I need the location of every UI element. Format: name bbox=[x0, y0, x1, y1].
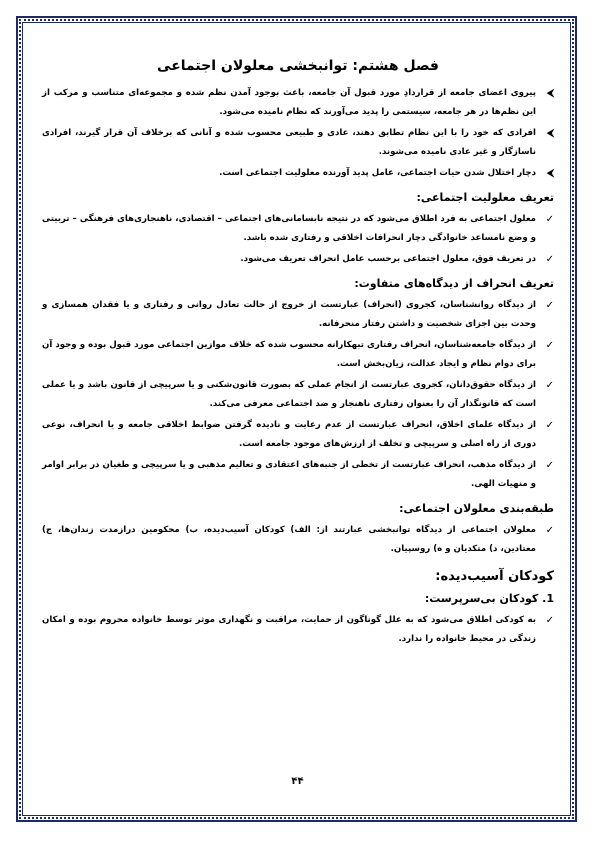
list-item bbox=[42, 611, 554, 649]
list-item bbox=[42, 521, 554, 559]
list-item-text: پیروی اعضای جامعه از قراردادِ مورد قبول آن جامعه، باعث بوجود آمدن نظم شده و مجموعه‌ای متناسب و مرکب از این نظم‌ها در هر جامعه، سیستمی را پدید می‌آورند که نظام نامیده می‌شود. bbox=[42, 88, 536, 117]
list-item bbox=[42, 164, 554, 183]
list-item bbox=[42, 456, 554, 494]
chapter-title: فصل هشتم: توانبخشی معلولان اجتماعی bbox=[157, 58, 439, 74]
list-item bbox=[42, 376, 554, 414]
list-item-text: از دیدگاه روانشناسان، کجروی (انحراف) عبارتست از خروج از حالت تعادل روانی و رفتاری و یا فقدان همسازی و وحدت بین اجزای شخصیت و داشتن رفتار منحرفانه. bbox=[42, 300, 536, 329]
list-item bbox=[42, 296, 554, 334]
list-item-text: از دیدگاه حقوق‌دانان، کجروی عبارتست از انجام عملی که بصورت قانون‌شکنی و یا سرپیچی از قانون باشد و یا عملی است که قانونگذار آن را بعنوان رفتاری ناهنجار و ضد اجتماعی معرفی می‌کند. bbox=[42, 380, 536, 409]
arrow-bullet-icon: ⮜ bbox=[546, 128, 554, 139]
list-item bbox=[42, 336, 554, 374]
list-item bbox=[42, 250, 554, 269]
check-bullet-icon: ✓ bbox=[545, 340, 554, 351]
check-bullet-icon: ✓ bbox=[545, 214, 554, 225]
section-heading: کودکان آسیب‌دیده: bbox=[435, 569, 554, 584]
list-item-text: معلول اجتماعی به فرد اطلاق می‌شود که در نتیجه نابسامانی‌های اجتماعی – اقتصادی، ناهنجاری‌های فرهنگی – تربیتی و وضع نامساعد خانوادگی دچار انحرافات اخلاقی و رفتاری شده باشد. bbox=[42, 214, 536, 243]
section4-list bbox=[42, 611, 554, 649]
list-item-text: دچار اختلال شدن حیات اجتماعی، عامل پدید آورنده معلولیت اجتماعی است. bbox=[219, 168, 536, 178]
intro-list bbox=[42, 84, 554, 183]
section1-list bbox=[42, 210, 554, 269]
check-bullet-icon: ✓ bbox=[545, 300, 554, 311]
list-item-text: افرادی که خود را با این نظام تطابق دهند، عادی و طبیعی محسوب شده و آنانی که برخلاف آن قرار گیرند، افرادی ناسازگار و غیر عادی نامیده می‌شوند. bbox=[42, 128, 536, 157]
list-item-text: از دیدگاه مذهب، انحراف عبارتست از تخطی از جنبه‌های اعتقادی و تعالیم مذهبی و یا سرپیچی و طغیان در برابر اوامر و منهیات الهی. bbox=[42, 460, 536, 489]
subsection-heading: 1. کودکان بی‌سرپرست: bbox=[424, 592, 554, 605]
arrow-bullet-icon: ⮜ bbox=[546, 168, 554, 179]
list-item bbox=[42, 124, 554, 162]
check-bullet-icon: ✓ bbox=[545, 380, 554, 391]
page-content bbox=[42, 58, 554, 651]
page-number: ۴۴ bbox=[291, 776, 304, 787]
section-heading: تعریف معلولیت اجتماعی: bbox=[416, 191, 554, 204]
check-bullet-icon: ✓ bbox=[545, 254, 554, 265]
check-bullet-icon: ✓ bbox=[545, 420, 554, 431]
list-item bbox=[42, 84, 554, 122]
list-item bbox=[42, 416, 554, 454]
section-heading: تعریف انحراف از دیدگاه‌های متفاوت: bbox=[354, 277, 554, 290]
list-item-text: در تعریف فوق، معلول اجتماعی برحسب عامل انحراف تعریف می‌شود. bbox=[240, 254, 536, 264]
list-item bbox=[42, 210, 554, 248]
arrow-bullet-icon: ⮜ bbox=[546, 88, 554, 99]
section-heading: طبقه‌بندی معلولان اجتماعی: bbox=[399, 502, 554, 515]
list-item-text: از دیدگاه جامعه‌شناسان، انحراف رفتاری تبهکارانه محسوب شده که خلاف موازین اجتماعی مورد قبول بوده و وجود آن برای دوام نظام و ایجاد عدالت، زیان‌بخش است. bbox=[42, 340, 536, 369]
check-bullet-icon: ✓ bbox=[545, 525, 554, 536]
section3-list bbox=[42, 521, 554, 559]
list-item-text: از دیدگاه علمای اخلاق، انحراف عبارتست از عدم رعایت و نادیده گرفتن ضوابط اخلاقی جامعه و یا انحراف، نوعی دوری از راه اصلی و سرپیچی و تخلف از ارزش‌های موجود جامعه است. bbox=[42, 420, 536, 449]
section2-list bbox=[42, 296, 554, 494]
list-item-text: معلولان اجتماعی از دیدگاه توانبخشی عبارتند از: الف) کودکان آسیب‌دیده، ب) محکومین درازمدت زندان‌ها، ج) معتادین، د) متکدیان و ه) روسپیان. bbox=[42, 525, 536, 554]
check-bullet-icon: ✓ bbox=[545, 460, 554, 471]
list-item-text: به کودکی اطلاق می‌شود که به علل گوناگون از حمایت، مراقبت و نگهداری موثر توسط خانواده محروم بوده و امکان زندگی در محیط خانواده را ندارد. bbox=[42, 615, 536, 644]
check-bullet-icon: ✓ bbox=[545, 615, 554, 626]
